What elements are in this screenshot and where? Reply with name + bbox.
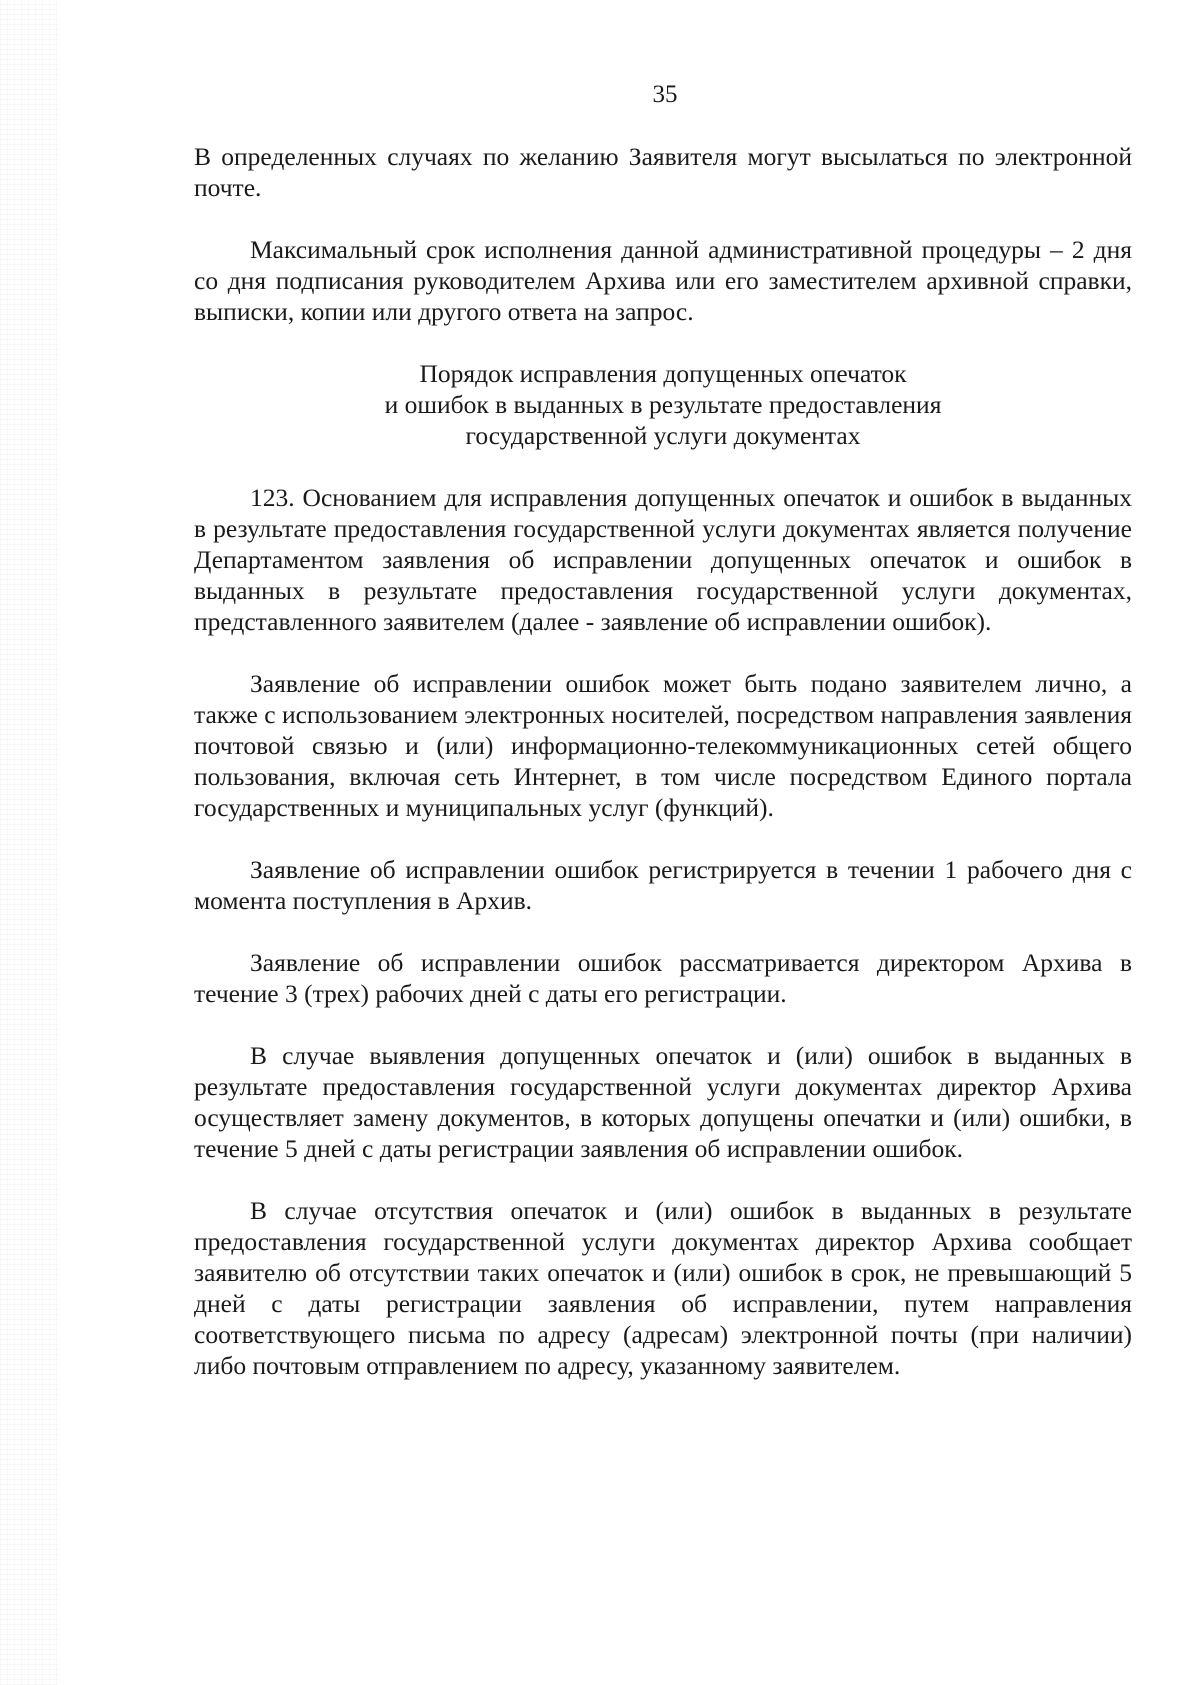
paragraph-123-grounds: 123. Основанием для исправления допущенных опечаток и ошибок в выданных в результате предоставления государственной услуги документах является получение Департаментом заявления об исправлении допущенных опечаток и ошибок в выданных в результате предоставления государственной услуги документах, представленного заявителем (далее - заявление об исправлении ошибок). bbox=[194, 483, 1132, 636]
section-heading-line: и ошибок в выданных в результате предоставления bbox=[384, 390, 942, 419]
section-heading bbox=[194, 358, 1132, 451]
paragraph-review: Заявление об исправлении ошибок рассматривается директором Архива в течение 3 (трех) рабочих дней с даты его регистрации. bbox=[194, 948, 1132, 1008]
scan-edge-noise bbox=[0, 0, 58, 1685]
paragraph-delivery-by-email: В определенных случаях по желанию Заявителя могут высылаться по электронной почте. bbox=[194, 142, 1132, 202]
paragraph-no-errors: В случае отсутствия опечаток и (или) ошибок в выданных в результате предоставления государственной услуги документах директор Архива сообщает заявителю об отсутствии таких опечаток и (или) ошибок в срок, не превышающий 5 дней с даты регистрации заявления об исправлении, путем направления соответствующего письма по адресу (адресам) электронной почты (при наличии) либо почтовым отправлением по адресу, указанному заявителем. bbox=[194, 1196, 1132, 1380]
section-heading-line: государственной услуги документах bbox=[465, 421, 861, 450]
section-heading-line: Порядок исправления допущенных опечаток bbox=[419, 359, 907, 388]
document-body bbox=[194, 141, 1132, 1381]
paragraph-max-term: Максимальный срок исполнения данной административной процедуры – 2 дня со дня подписания руководителем Архива или его заместителем архивной справки, выписки, копии или другого ответа на запрос. bbox=[194, 235, 1132, 326]
paragraph-errors-found: В случае выявления допущенных опечаток и (или) ошибок в выданных в результате предоставления государственной услуги документах директор Архива осуществляет замену документов, в которых допущены опечатки и (или) ошибки, в течение 5 дней с даты регистрации заявления об исправлении ошибок. bbox=[194, 1041, 1132, 1163]
paragraph-submission-methods: Заявление об исправлении ошибок может быть подано заявителем лично, а также с использованием электронных носителей, посредством направления заявления почтовой связью и (или) информационно-телекоммуникационных сетей общего пользования, включая сеть Интернет, в том числе посредством Единого портала государственных и муниципальных услуг (функций). bbox=[194, 669, 1132, 822]
page-number: 35 bbox=[652, 81, 678, 108]
paragraph-registration: Заявление об исправлении ошибок регистрируется в течении 1 рабочего дня с момента поступления в Архив. bbox=[194, 855, 1132, 915]
